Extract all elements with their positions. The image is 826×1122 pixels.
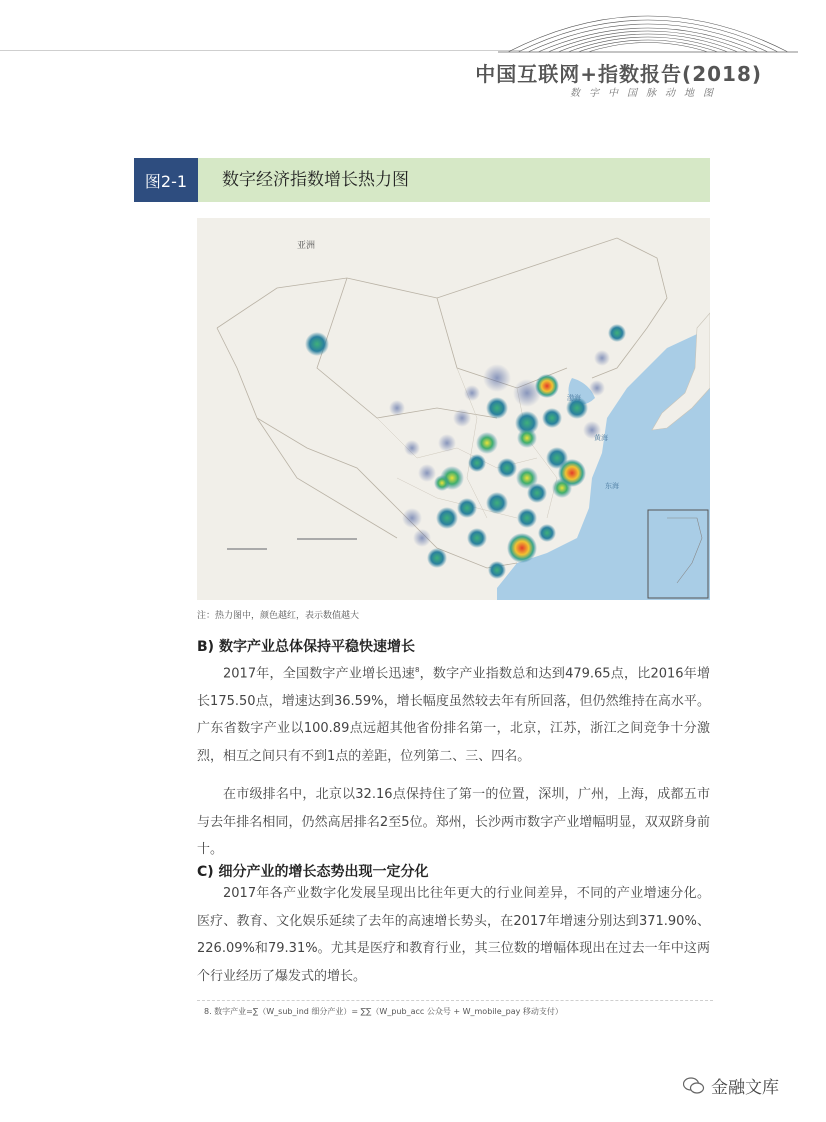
section-b-heading: B) 数字产业总体保持平稳快速增长 <box>197 639 415 655</box>
watermark-text: 金融文库 <box>711 1078 779 1098</box>
figure-note: 注：热力图中，颜色越红，表示数值越大 <box>197 611 360 621</box>
section-c-paragraph-1: 2017年各产业数字化发展呈现出比往年更大的行业间差异，不同的产业增速分化。医疗、教育、文化娱乐延续了去年的高速增长势头，在2017年增速分别达到371.90%、226.09%和79.31%。尤其是医疗和教育行业，其三位数的增幅体现出在过去一年中这两个行业经历了爆发式的增长。 <box>197 886 710 984</box>
map-label-yellow-sea: 黄海 <box>594 434 608 442</box>
header-rule <box>0 50 520 51</box>
header-decoration-graphic <box>498 0 798 55</box>
watermark <box>683 1073 779 1098</box>
figure-title-bar <box>134 158 710 202</box>
wechat-icon <box>683 1077 705 1095</box>
map-label-east-sea: 东海 <box>605 482 619 490</box>
figure-title: 数字经济指数增长热力图 <box>222 170 409 190</box>
footnote-divider <box>197 1000 713 1001</box>
section-b-paragraph-1: 2017年，全国数字产业增长迅速$^8$，数字产业指数总和达到479.65点，比2016年增长175.50点，增速达到36.59%，增长幅度虽然较去年有所回落，但仍然维持在高水平。广东省数字产业以100.89点远超其他省份排名第一，北京，江苏，浙江之间竞争十分激烈，相互之间只有不到1点的差距，位列第二、三、四名。 <box>197 666 710 764</box>
heat-map <box>197 218 710 600</box>
map-label-bohai: 渤海 <box>567 394 581 402</box>
map-label-asia: 亚洲 <box>297 241 316 251</box>
section-c-heading: C) 细分产业的增长态势出现一定分化 <box>197 864 429 880</box>
section-b-paragraph-2: 在市级排名中，北京以32.16点保持住了第一的位置，深圳，广州，上海，成都五市与去年排名相同，仍然高居排名2至5位。郑州，长沙两市数字产业增幅明显，双双跻身前十。 <box>197 787 710 857</box>
south-china-sea-inset <box>648 510 708 598</box>
footnote-text: 8. 数字产业=∑（W_sub_ind 细分产业）= ∑∑（W_pub_acc 公众号 + W_mobile_pay 移动支付） <box>204 1007 563 1016</box>
footnote-marker: 8 <box>414 666 420 674</box>
report-subtitle: 数字中国脉动地图 <box>570 88 722 99</box>
report-title: 中国互联网+指数报告(2018) <box>475 62 762 86</box>
figure-number: 图2-1 <box>134 158 198 202</box>
